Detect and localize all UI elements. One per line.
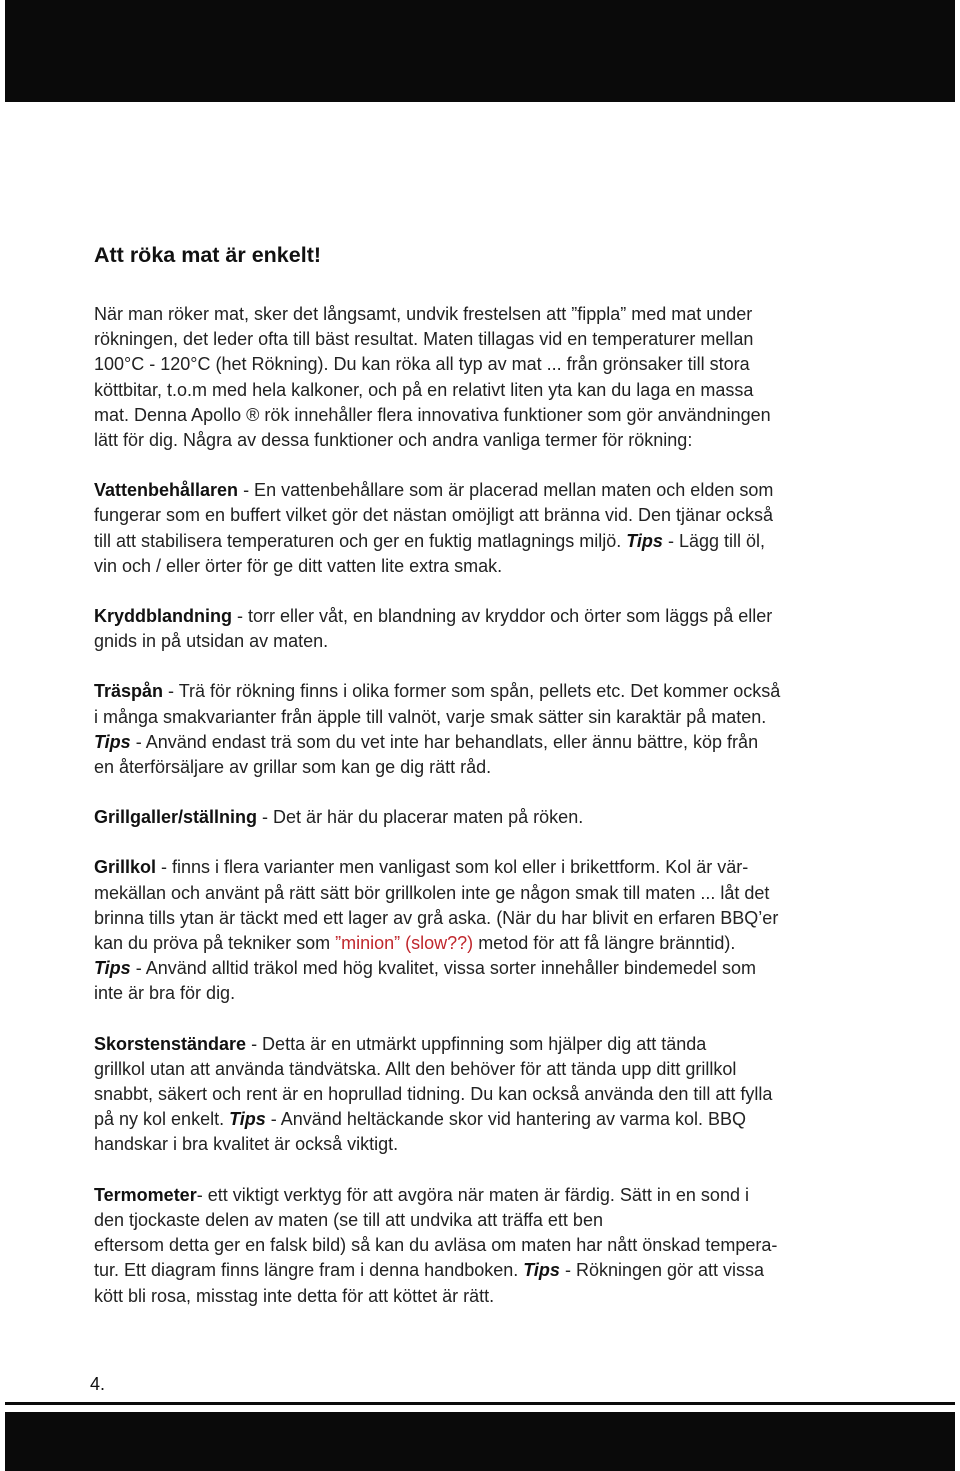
body-text: på ny kol enkelt. [94, 1109, 230, 1130]
body-text: tur. Ett diagram finns längre fram i denna handboken. [94, 1260, 524, 1281]
intro-line: När man röker mat, sker det långsamt, undvik frestelsen att ”fippla” med mat under [94, 304, 753, 324]
tips-label: Tips [94, 731, 131, 752]
tips-label: Tips [523, 1260, 560, 1281]
intro-line: 100°C - 120°C (het Rökning). Du kan röka all typ av mat ... från grönsaker till stora [94, 354, 750, 375]
body-text: - finns i flera varianter men vanligast som kol eller i brikettform. Kol är vär- [156, 857, 749, 878]
body-text: handskar i bra kvalitet är också viktigt. [94, 1134, 399, 1155]
body-text: - Lägg till öl, [662, 530, 766, 551]
section-skorstenstandare [94, 1032, 894, 1158]
term-grillgaller: Grillgaller/ställning [94, 807, 258, 828]
body-text: - Detta är en utmärkt uppfinning som hjälper dig att tända [246, 1033, 707, 1054]
body-text: en återförsäljare av grillar som kan ge dig rätt råd. [94, 757, 492, 778]
tips-label: Tips [626, 530, 663, 551]
intro-line: köttbitar, t.o.m med hela kalkoner, och på en relativt liten yta kan du laga en massa [94, 379, 754, 400]
body-text: - Använd endast trä som du vet inte har behandlats, eller ännu bättre, köp från [130, 731, 759, 752]
body-text: metod för att få längre bränntid). [473, 933, 736, 954]
body-text: kan du pröva på tekniker som [94, 933, 336, 954]
intro-line: rökningen, det leder ofta till bäst resultat. Maten tillagas vid en temperaturer mellan [94, 329, 754, 350]
body-text: grillkol utan att använda tändvätska. Allt den behöver för att tända upp ditt grillkol [94, 1058, 737, 1079]
body-text: snabbt, säkert och rent är en hoprullad tidning. Du kan också använda den till att fylla [94, 1084, 773, 1105]
body-text: kött bli rosa, misstag inte detta för att köttet är rätt. [94, 1285, 495, 1306]
body-text: mekällan och använt på rätt sätt bör grillkolen inte ge någon smak till maten ... låt det [94, 882, 770, 903]
term-termometer: Termometer [94, 1184, 197, 1205]
body-text: eftersom detta ger en falsk bild) så kan du avläsa om maten har nått önskad tempera- [94, 1235, 778, 1256]
body-text: brinna tills ytan är täckt med ett lager av grå aska. (När du har blivit en erfaren BBQ’er [94, 907, 779, 928]
term-traspan: Träspån [94, 681, 164, 702]
body-text: fungerar som en buffert vilket gör det nästan omöjligt att bränna vid. Den tjänar också [94, 505, 774, 526]
highlighted-term: ”minion” (slow??) [335, 933, 474, 954]
body-text: i många smakvarianter från äpple till valnöt, varje smak sätter sin karaktär på maten. [94, 706, 767, 727]
body-text: till att stabilisera temperaturen och ger en fuktig matlagnings miljö. [94, 530, 627, 551]
term-grillkol: Grillkol [94, 857, 157, 878]
section-grillgaller [94, 805, 894, 830]
term-kryddblandning: Kryddblandning [94, 606, 232, 627]
tips-label: Tips [229, 1109, 266, 1130]
page-title: Att röka mat är enkelt! [94, 243, 322, 267]
body-text: - torr eller våt, en blandning av kryddor och örter som läggs på eller [232, 606, 773, 627]
header-bar [5, 0, 955, 102]
body-text: den tjockaste delen av maten (se till att undvika att träffa ett ben [94, 1209, 603, 1230]
section-termometer [94, 1183, 894, 1309]
intro-line: mat. Denna Apollo ® rök innehåller flera innovativa funktioner som gör användningen [94, 404, 771, 425]
page-number: 4. [90, 1374, 106, 1394]
body-text: vin och / eller örter för ge ditt vatten lite extra smak. [94, 555, 503, 576]
section-kryddblandning [94, 604, 894, 654]
tips-label: Tips [94, 958, 131, 979]
term-skorstenstandare: Skorstenständare [94, 1033, 247, 1054]
section-vattenbehallaren [94, 478, 894, 579]
section-grillkol [94, 855, 894, 1006]
body-text: gnids in på utsidan av maten. [94, 631, 329, 652]
footer-bar [5, 1412, 955, 1471]
body-text: - Trä för rökning finns i olika former som spån, pellets etc. Det kommer också [163, 681, 781, 702]
footer-rule [5, 1402, 955, 1405]
intro-line: lätt för dig. Några av dessa funktioner och andra vanliga termer för rökning: [94, 430, 693, 451]
body-text: - En vattenbehållare som är placerad mellan maten och elden som [238, 480, 774, 501]
body-text: - ett viktigt verktyg för att avgöra när maten är färdig. Sätt in en sond i [196, 1184, 749, 1205]
intro-paragraph [94, 302, 894, 453]
term-vattenbehallaren: Vattenbehållaren [94, 480, 239, 501]
body-text: inte är bra för dig. [94, 983, 236, 1004]
body-text: - Använd heltäckande skor vid hantering av varma kol. BBQ [265, 1109, 747, 1130]
section-traspan [94, 679, 894, 780]
page-content [94, 238, 894, 1334]
body-text: - Rökningen gör att vissa [559, 1260, 765, 1281]
body-text: - Använd alltid träkol med hög kvalitet, vissa sorter innehåller bindemedel som [130, 958, 757, 979]
body-text: - Det är här du placerar maten på röken. [257, 807, 584, 828]
